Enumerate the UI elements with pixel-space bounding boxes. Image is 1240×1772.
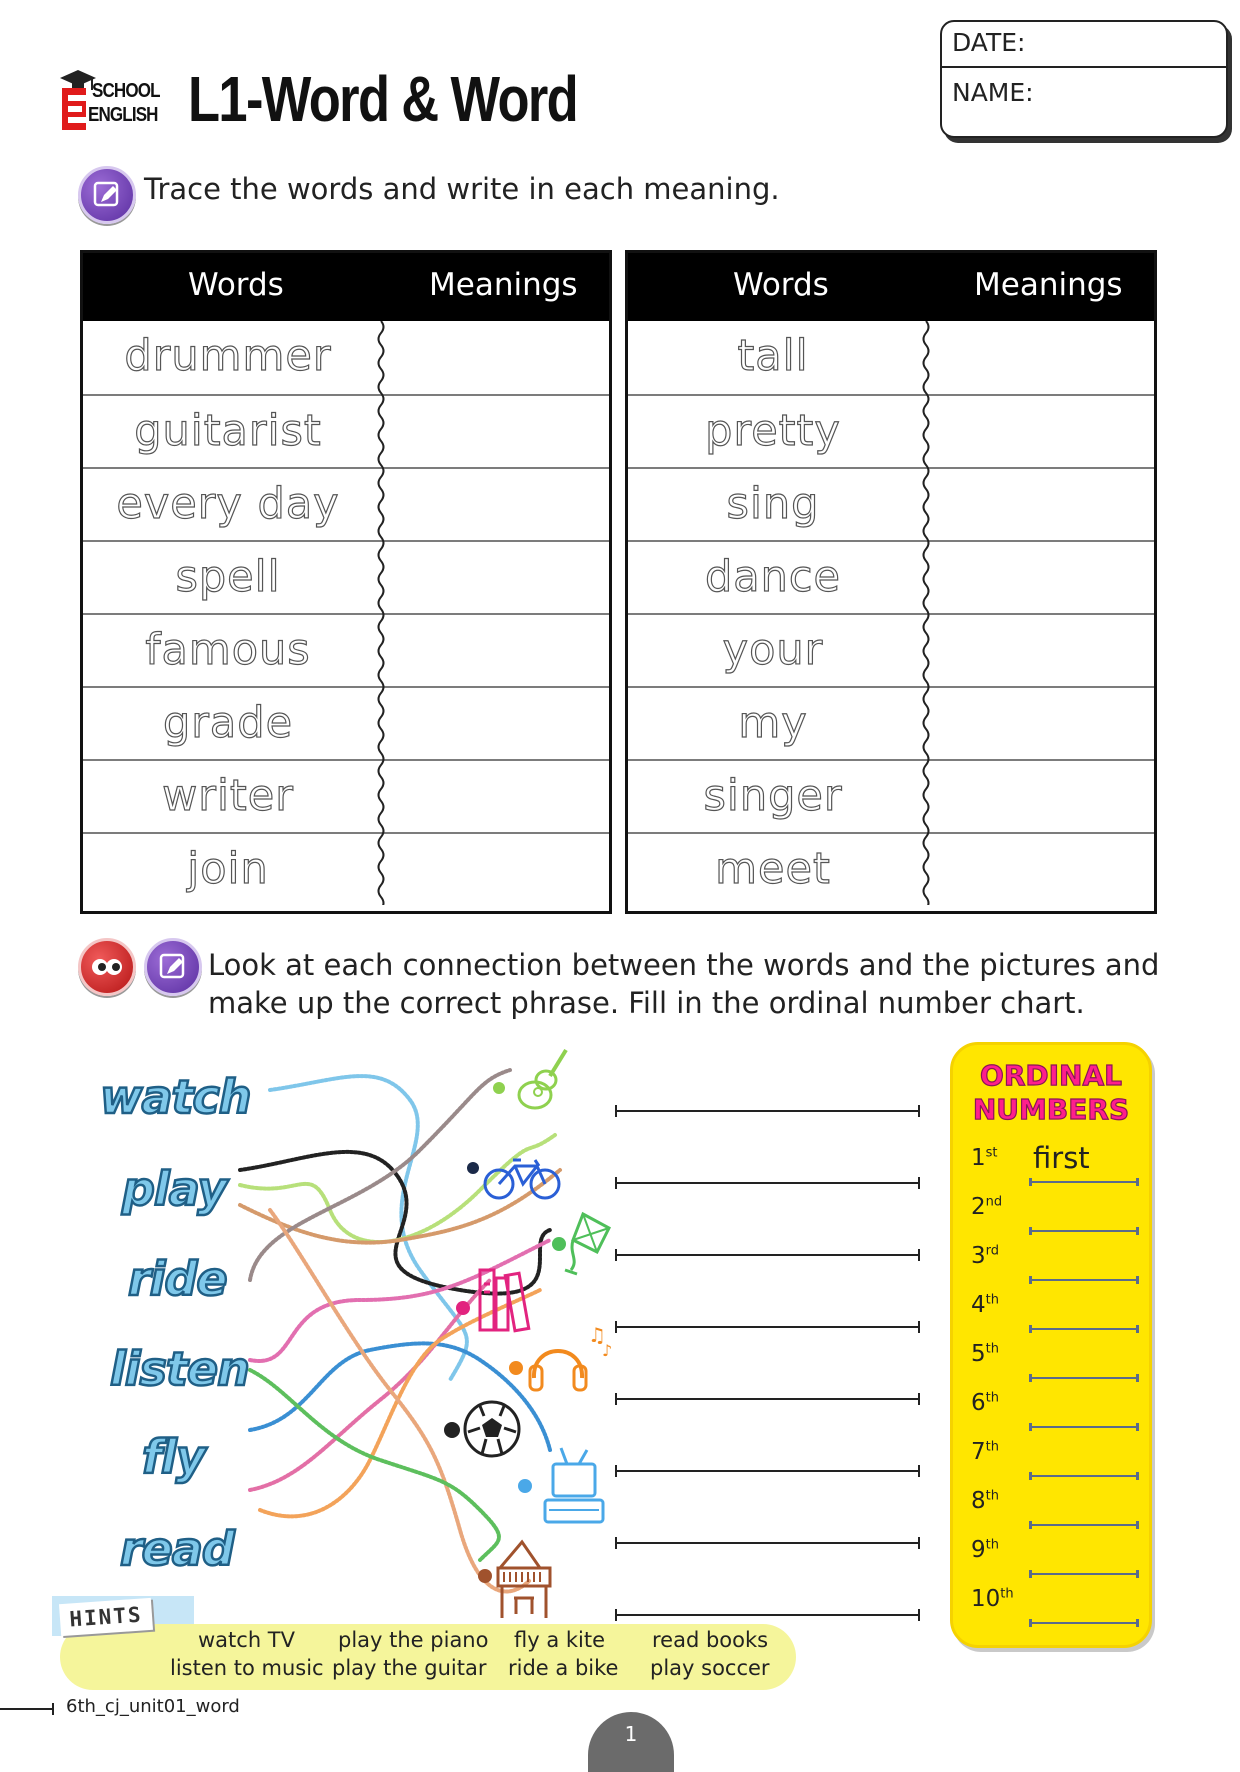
ordinal-answer-line: [1029, 1622, 1139, 1624]
name-label: NAME:: [952, 78, 1034, 107]
word-fly: fly: [142, 1430, 205, 1484]
meaning-field[interactable]: [934, 325, 1144, 387]
footer-tick: [52, 1703, 54, 1715]
col-meanings: Meanings: [974, 267, 1123, 303]
ordinal-title: [953, 1059, 1149, 1127]
answer-line[interactable]: [615, 1110, 920, 1112]
meaning-field[interactable]: [389, 400, 599, 462]
piano-icon: [470, 1538, 566, 1622]
ordinal-answer-line: [1029, 1230, 1139, 1232]
table-row: [83, 613, 609, 688]
hint-item: play the piano: [338, 1628, 489, 1652]
page-number: 1: [588, 1712, 674, 1772]
logo-text-english: ENGLISH: [88, 104, 158, 126]
ordinal-row: [971, 1537, 1141, 1586]
hint-item: fly a kite: [514, 1628, 606, 1652]
footer-code: 6th_cj_unit01_word: [66, 1696, 240, 1717]
ordinal-answer-line: [1029, 1377, 1139, 1379]
meaning-field[interactable]: [934, 838, 1144, 900]
instruction-line-1: Look at each connection between the words and the pictures and: [208, 948, 1160, 982]
table-row: [83, 759, 609, 834]
table-row: [83, 832, 609, 907]
ordinal-answer[interactable]: first: [1033, 1141, 1090, 1175]
hints-label: HINTS: [59, 1598, 153, 1636]
ordinal-number: 2nd: [971, 1194, 1003, 1220]
word-play: play: [122, 1162, 227, 1216]
table-row: [628, 613, 1154, 688]
ordinal-number: 8th: [971, 1488, 999, 1514]
meaning-field[interactable]: [934, 692, 1144, 754]
hints-bar: [60, 1624, 796, 1690]
ordinal-answer-line: [1029, 1328, 1139, 1330]
ordinal-answer-line: [1029, 1524, 1139, 1526]
ordinal-number: 5th: [971, 1341, 999, 1367]
meaning-field[interactable]: [934, 473, 1144, 535]
pencil-badge-icon: [78, 166, 136, 224]
trace-word[interactable]: famous: [145, 625, 311, 675]
instruction-trace: Trace the words and write in each meaning.: [144, 172, 780, 206]
wavy-divider: [375, 321, 387, 905]
col-words: Words: [188, 267, 284, 303]
ordinal-answer-line: [1029, 1475, 1139, 1477]
word-watch: watch: [100, 1070, 251, 1124]
ordinal-number: 7th: [971, 1439, 999, 1465]
ordinal-title-line1: ORDINAL: [980, 1059, 1122, 1092]
ordinal-number: 6th: [971, 1390, 999, 1416]
bicycle-icon: [465, 1148, 565, 1204]
hint-item: ride a bike: [508, 1656, 619, 1680]
trace-word[interactable]: sing: [726, 479, 820, 529]
hint-item: watch TV: [198, 1628, 296, 1652]
answer-line[interactable]: [615, 1326, 920, 1328]
ordinal-row: [971, 1243, 1141, 1292]
ordinal-row: [971, 1390, 1141, 1439]
ordinal-numbers-chart: [950, 1042, 1152, 1648]
hint-item: listen to music: [170, 1656, 324, 1680]
word-read: read: [120, 1522, 234, 1576]
meaning-field[interactable]: [389, 473, 599, 535]
ordinal-row: [971, 1439, 1141, 1488]
ordinal-number: 4th: [971, 1292, 999, 1318]
trace-word[interactable]: every day: [116, 479, 340, 529]
hint-item: play the guitar: [332, 1656, 487, 1680]
word-table-right: [625, 250, 1157, 914]
meaning-field[interactable]: [934, 546, 1144, 608]
table-row: [628, 321, 1154, 394]
col-words: Words: [733, 267, 829, 303]
ordinal-row: [971, 1194, 1141, 1243]
ordinal-answer-line: [1029, 1181, 1139, 1183]
word-ride: ride: [128, 1252, 227, 1306]
meaning-field[interactable]: [389, 838, 599, 900]
date-name-box: [940, 20, 1228, 138]
ordinal-answer-line: [1029, 1573, 1139, 1575]
guitar-icon: [490, 1040, 570, 1120]
ordinal-title-line2: NUMBERS: [972, 1093, 1130, 1126]
col-meanings: Meanings: [429, 267, 578, 303]
trace-word[interactable]: dance: [705, 552, 841, 602]
meaning-field[interactable]: [389, 619, 599, 681]
page-title: L1-Word & Word: [188, 63, 578, 135]
ordinal-answer-line: [1029, 1426, 1139, 1428]
date-field[interactable]: [1032, 24, 1212, 64]
ordinal-answer-line: [1029, 1279, 1139, 1281]
meaning-field[interactable]: [389, 765, 599, 827]
table-row: [628, 540, 1154, 615]
answer-line[interactable]: [615, 1614, 920, 1616]
ordinal-row: [971, 1341, 1141, 1390]
tv-icon: [515, 1440, 615, 1530]
meaning-field[interactable]: [389, 325, 599, 387]
meaning-field[interactable]: [934, 400, 1144, 462]
trace-word[interactable]: grade: [162, 698, 294, 748]
wavy-divider: [920, 321, 932, 905]
table-row: [83, 467, 609, 542]
table-row: [83, 321, 609, 394]
date-label: DATE:: [952, 28, 1026, 57]
meaning-field[interactable]: [934, 765, 1144, 827]
table-header: [628, 253, 1154, 321]
word-table-left: [80, 250, 612, 914]
trace-word[interactable]: drummer: [124, 331, 332, 381]
ordinal-number: 3rd: [971, 1243, 1000, 1269]
trace-word[interactable]: your: [722, 625, 824, 675]
meaning-field[interactable]: [934, 619, 1144, 681]
eyes-badge-icon: [78, 938, 136, 996]
table-row: [628, 759, 1154, 834]
trace-word[interactable]: singer: [703, 771, 843, 821]
answer-line[interactable]: [615, 1398, 920, 1400]
instruction-connect: [208, 946, 1159, 1022]
hint-item: read books: [652, 1628, 769, 1652]
table-row: [83, 686, 609, 761]
ordinal-row: [971, 1141, 1141, 1194]
kite-icon: [545, 1210, 615, 1286]
headphones-icon: [506, 1322, 620, 1396]
trace-word[interactable]: spell: [175, 552, 281, 602]
ordinal-number: 9th: [971, 1537, 999, 1563]
table-row: [628, 686, 1154, 761]
table-row: [628, 467, 1154, 542]
table-row: [628, 832, 1154, 907]
hint-item: play soccer: [650, 1656, 770, 1680]
table-header: [83, 253, 609, 321]
soccer-ball-icon: [440, 1398, 526, 1460]
svg-text:♪: ♪: [602, 1341, 613, 1360]
svg-text:♫: ♫: [588, 1323, 606, 1347]
ordinal-row: [971, 1292, 1141, 1341]
ordinal-row: [971, 1488, 1141, 1537]
school-english-logo: [58, 68, 173, 132]
answer-line[interactable]: [615, 1182, 920, 1184]
trace-word[interactable]: tall: [737, 331, 809, 381]
footer-rule: [0, 1708, 54, 1710]
ordinal-number: 1st: [971, 1145, 998, 1171]
table-row: [628, 394, 1154, 469]
meaning-field[interactable]: [389, 546, 599, 608]
ordinal-number: 10th: [971, 1586, 1014, 1612]
name-field[interactable]: [1038, 72, 1212, 128]
trace-word[interactable]: guitarist: [134, 406, 322, 456]
instruction-line-2: make up the correct phrase. Fill in the ordinal number chart.: [208, 986, 1085, 1020]
word-listen: listen: [110, 1342, 249, 1396]
trace-word[interactable]: pretty: [705, 406, 841, 456]
trace-word[interactable]: join: [187, 844, 269, 894]
ordinal-row: [971, 1586, 1141, 1635]
answer-line[interactable]: [615, 1542, 920, 1544]
answer-line[interactable]: [615, 1470, 920, 1472]
meaning-field[interactable]: [389, 692, 599, 754]
logo-text-school: SCHOOL: [92, 80, 160, 102]
trace-word[interactable]: meet: [715, 844, 831, 894]
answer-line[interactable]: [615, 1254, 920, 1256]
trace-word[interactable]: writer: [162, 771, 294, 821]
table-row: [83, 540, 609, 615]
table-row: [83, 394, 609, 469]
trace-word[interactable]: my: [738, 698, 808, 748]
pencil-badge-icon: [144, 938, 202, 996]
